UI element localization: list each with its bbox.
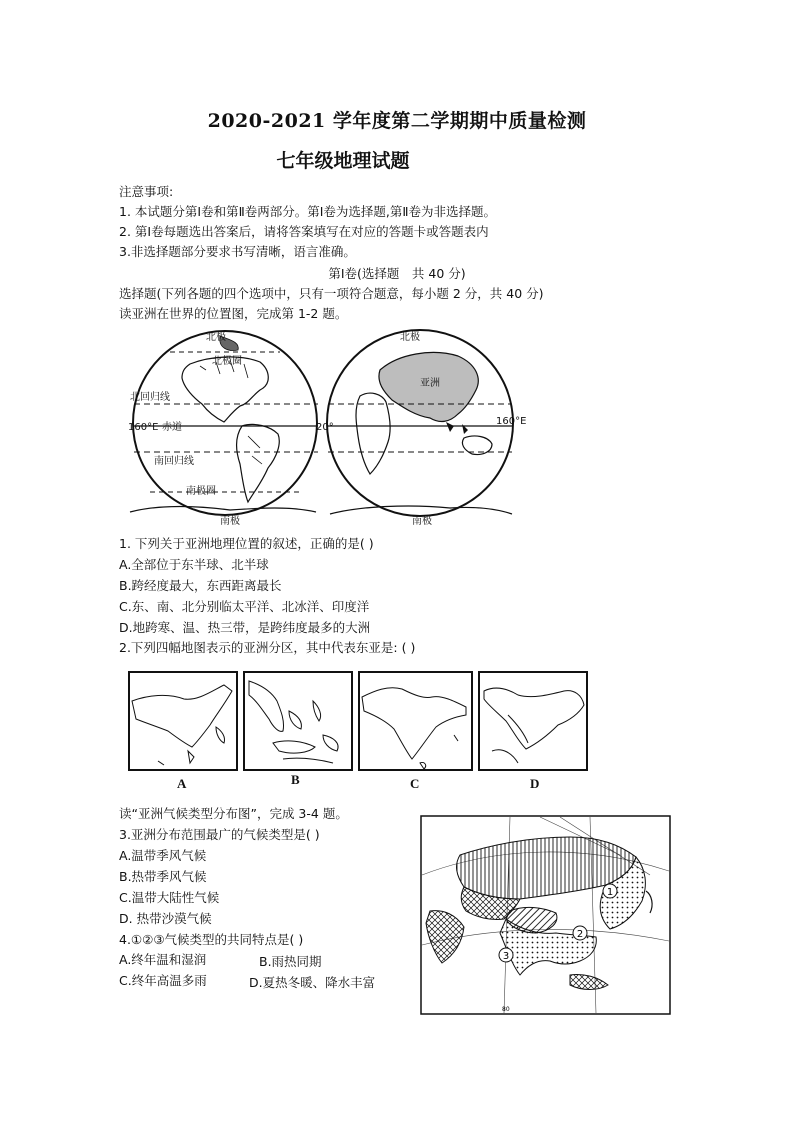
- climate-marker-3: 3: [502, 951, 510, 962]
- notes-item-3: 3.非选择题部分要求书写清晰，语言准确。: [119, 244, 356, 259]
- notes-item-1: 1. 本试题分第Ⅰ卷和第Ⅱ卷两部分。第Ⅰ卷为选择题,第Ⅱ卷为非选择题。: [119, 204, 497, 219]
- meridian-left-label: 160°E: [128, 422, 159, 433]
- q1-option-b: B.跨经度最大，东西距离最长: [119, 578, 282, 593]
- region-map-c: [358, 671, 473, 771]
- arctic-circle-label: 北极圈: [212, 356, 242, 367]
- climate-marker-1: 1: [606, 887, 614, 898]
- q4-option-c: C.终年高温多雨: [119, 973, 207, 988]
- asia-climate-map: [420, 815, 671, 1015]
- q3-option-a: A.温带季风气候: [119, 848, 207, 863]
- right-south-pole-label: 南极: [412, 516, 432, 527]
- asia-label: 亚洲: [420, 378, 440, 389]
- q1-option-d: D.地跨寒、温、热三带，是跨纬度最多的大洲: [119, 620, 371, 635]
- notes-item-2: 2. 第Ⅰ卷每题选出答案后，请将答案填写在对应的答题卡或答题表内: [119, 224, 489, 239]
- read-intro: 读亚洲在世界的位置图，完成第 1-2 题。: [119, 306, 348, 321]
- climate-meridian-label: 80: [502, 1006, 510, 1013]
- region-label-a: A: [177, 776, 187, 791]
- world-hemispheres-map: [120, 326, 530, 528]
- exam-title: 2020-2021 学年度第二学期期中质量检测: [207, 110, 587, 132]
- q4-option-d: D.夏热冬暖、降水丰富: [249, 975, 376, 990]
- region-label-d: D: [530, 776, 540, 791]
- q1-option-a: A.全部位于东半球、北半球: [119, 557, 269, 572]
- climate-intro: 读“亚洲气候类型分布图”，完成 3-4 题。: [119, 806, 348, 821]
- region-label-b: B: [291, 772, 300, 787]
- section-instruction: 选择题(下列各题的四个选项中，只有一项符合题意，每小题 2 分，共 40 分): [119, 286, 544, 301]
- tropic-capricorn-label: 南回归线: [154, 456, 194, 467]
- q4-stem: 4.①②③气候类型的共同特点是( ): [119, 932, 304, 947]
- q3-option-d: D. 热带沙漠气候: [119, 911, 212, 926]
- equator-label: 赤道: [162, 422, 182, 433]
- q1-option-c: C.东、南、北分别临太平洋、北冰洋、印度洋: [119, 599, 370, 614]
- region-map-b: [243, 671, 353, 771]
- meridian-mid-label: 20°: [316, 422, 334, 433]
- left-south-pole-label: 南极: [220, 516, 240, 527]
- q3-stem: 3.亚洲分布范围最广的气候类型是( ): [119, 827, 320, 842]
- notes-heading: 注意事项:: [119, 184, 174, 199]
- q1-stem: 1. 下列关于亚洲地理位置的叙述，正确的是( ): [119, 536, 374, 551]
- section-title: 第Ⅰ卷(选择题 共 40 分): [328, 266, 466, 281]
- q4-option-b: B.雨热同期: [259, 954, 322, 969]
- climate-marker-2: 2: [576, 929, 584, 940]
- left-north-pole-label: 北极: [206, 332, 226, 343]
- q3-option-b: B.热带季风气候: [119, 869, 207, 884]
- region-map-d: [478, 671, 588, 771]
- q4-option-a: A.终年温和湿润: [119, 952, 207, 967]
- tropic-cancer-label: 北回归线: [130, 392, 170, 403]
- q3-option-c: C.温带大陆性气候: [119, 890, 220, 905]
- q2-stem: 2.下列四幅地图表示的亚洲分区，其中代表东亚是: ( ): [119, 640, 416, 655]
- exam-subtitle: 七年级地理试题: [276, 150, 410, 172]
- region-map-a: [128, 671, 238, 771]
- region-label-c: C: [410, 776, 420, 791]
- meridian-right-label: 160°E: [496, 416, 527, 427]
- right-north-pole-label: 北极: [400, 332, 420, 343]
- antarctic-circle-label: 南极圈: [186, 486, 216, 497]
